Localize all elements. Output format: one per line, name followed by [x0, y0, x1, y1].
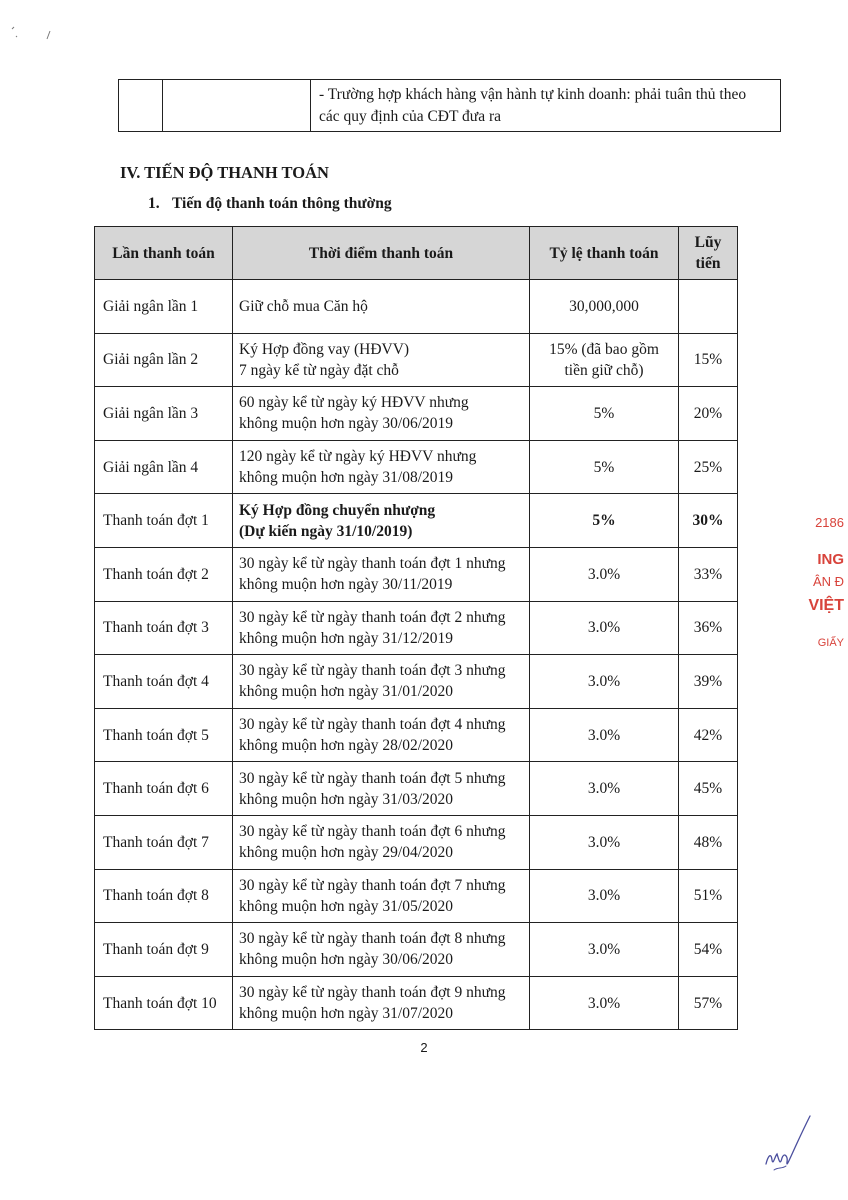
header-timing: Thời điểm thanh toán	[233, 227, 530, 280]
table-row	[95, 708, 738, 762]
rate-cell: 5%	[530, 494, 679, 548]
header-cumulative	[679, 227, 738, 280]
timing-line: không muộn hơn ngày 31/08/2019	[239, 469, 453, 487]
timing-line: 30 ngày kể từ ngày thanh toán đợt 8 nhưng	[239, 930, 506, 948]
scan-mark-icon	[10, 15, 60, 45]
subsection-number: 1.	[148, 195, 160, 212]
timing-line: 30 ngày kể từ ngày thanh toán đợt 1 nhưng	[239, 555, 506, 573]
stamp-text: ING	[817, 551, 844, 568]
timing-line: không muộn hơn ngày 29/04/2020	[239, 844, 453, 862]
payment-schedule-table	[94, 226, 738, 1030]
table-row	[95, 494, 738, 548]
rate-cell: 3.0%	[530, 976, 679, 1030]
header-rate: Tỷ lệ thanh toán	[530, 227, 679, 280]
installment-cell: Thanh toán đợt 9	[95, 923, 233, 977]
rate-cell	[530, 333, 679, 387]
rate-cell: 3.0%	[530, 869, 679, 923]
timing-cell	[233, 494, 530, 548]
timing-line: 30 ngày kể từ ngày thanh toán đợt 6 nhưng	[239, 823, 506, 841]
cumulative-cell: 36%	[679, 601, 738, 655]
timing-line: (Dự kiến ngày 31/10/2019)	[239, 522, 413, 540]
installment-cell: Thanh toán đợt 6	[95, 762, 233, 816]
cumulative-cell: 39%	[679, 655, 738, 709]
timing-cell	[233, 601, 530, 655]
stamp-text: 2186	[815, 515, 844, 530]
rate-cell: 30,000,000	[530, 280, 679, 334]
operation-note-cell	[311, 80, 781, 132]
rate-cell: 3.0%	[530, 547, 679, 601]
timing-line: 7 ngày kể từ ngày đặt chỗ	[239, 361, 399, 379]
empty-cell	[119, 80, 163, 132]
timing-line: 30 ngày kể từ ngày thanh toán đợt 2 nhưng	[239, 608, 506, 626]
signature-icon	[762, 1112, 812, 1177]
stamp-text: ÂN Đ	[812, 574, 844, 589]
timing-cell	[233, 547, 530, 601]
installment-cell: Thanh toán đợt 7	[95, 815, 233, 869]
timing-cell	[233, 708, 530, 762]
rate-line: 15% (đã bao gồm	[549, 340, 659, 358]
timing-cell	[233, 280, 530, 334]
timing-line: 30 ngày kể từ ngày thanh toán đợt 3 nhưng	[239, 662, 506, 680]
installment-cell: Giải ngân lần 1	[95, 280, 233, 334]
cumulative-cell: 48%	[679, 815, 738, 869]
timing-line: không muộn hơn ngày 31/12/2019	[239, 629, 453, 647]
empty-cell	[163, 80, 311, 132]
rate-cell: 3.0%	[530, 601, 679, 655]
installment-cell: Thanh toán đợt 4	[95, 655, 233, 709]
table-header-row	[95, 227, 738, 280]
installment-cell: Giải ngân lần 2	[95, 333, 233, 387]
table-row	[95, 387, 738, 441]
timing-line: 30 ngày kể từ ngày thanh toán đợt 4 nhưng	[239, 716, 506, 734]
rate-cell: 3.0%	[530, 815, 679, 869]
table-row	[95, 547, 738, 601]
installment-cell: Thanh toán đợt 3	[95, 601, 233, 655]
timing-line: không muộn hơn ngày 31/05/2020	[239, 897, 453, 915]
timing-cell	[233, 815, 530, 869]
cumulative-cell: 45%	[679, 762, 738, 816]
cumulative-cell: 33%	[679, 547, 738, 601]
timing-cell	[233, 762, 530, 816]
header-cumulative-line: Lũy	[694, 234, 722, 251]
cumulative-cell	[679, 280, 738, 334]
rate-cell: 3.0%	[530, 762, 679, 816]
timing-line: 30 ngày kể từ ngày thanh toán đợt 7 nhưng	[239, 876, 506, 894]
subsection-title-text: Tiến độ thanh toán thông thường	[172, 195, 392, 212]
header-installment: Lần thanh toán	[95, 227, 233, 280]
timing-line: 30 ngày kể từ ngày thanh toán đợt 5 nhưng	[239, 769, 506, 787]
timing-line: 30 ngày kể từ ngày thanh toán đợt 9 nhưng	[239, 984, 506, 1002]
timing-line: Ký Hợp đồng chuyển nhượng	[239, 501, 436, 519]
table-row	[95, 923, 738, 977]
cumulative-cell: 25%	[679, 440, 738, 494]
table-row	[95, 280, 738, 334]
installment-cell: Thanh toán đợt 1	[95, 494, 233, 548]
table-row	[95, 333, 738, 387]
operation-note-line: - Trường hợp khách hàng vận hành tự kinh doanh: phải tuân thủ theo	[319, 86, 747, 103]
rate-cell: 3.0%	[530, 708, 679, 762]
timing-line: không muộn hơn ngày 30/06/2019	[239, 415, 453, 433]
table-row	[95, 815, 738, 869]
cumulative-cell: 15%	[679, 333, 738, 387]
cumulative-cell: 57%	[679, 976, 738, 1030]
stamp-text: VIỆT	[808, 597, 844, 614]
rate-cell: 3.0%	[530, 923, 679, 977]
page-number: 2	[420, 1040, 428, 1055]
installment-cell: Thanh toán đợt 8	[95, 869, 233, 923]
timing-cell	[233, 333, 530, 387]
rate-cell: 5%	[530, 440, 679, 494]
operation-note-line: các quy định của CĐT đưa ra	[319, 108, 501, 125]
rate-cell: 3.0%	[530, 655, 679, 709]
section-title: IV. TIẾN ĐỘ THANH TOÁN	[120, 163, 329, 182]
subsection-title	[148, 195, 392, 213]
stamp-fragment	[808, 515, 848, 655]
installment-cell: Thanh toán đợt 2	[95, 547, 233, 601]
timing-line: không muộn hơn ngày 28/02/2020	[239, 737, 453, 755]
timing-line: không muộn hơn ngày 30/11/2019	[239, 576, 453, 594]
table-row	[119, 80, 781, 132]
timing-line: Giữ chỗ mua Căn hộ	[239, 297, 368, 315]
previous-table-continuation	[118, 79, 781, 132]
timing-line: 120 ngày kể từ ngày ký HĐVV nhưng	[239, 448, 477, 466]
rate-cell: 5%	[530, 387, 679, 441]
cumulative-cell: 51%	[679, 869, 738, 923]
table-row	[95, 762, 738, 816]
timing-cell	[233, 440, 530, 494]
timing-cell	[233, 387, 530, 441]
timing-line: không muộn hơn ngày 31/01/2020	[239, 683, 453, 701]
table-row	[95, 440, 738, 494]
installment-cell: Giải ngân lần 3	[95, 387, 233, 441]
timing-line: không muộn hơn ngày 31/07/2020	[239, 1005, 453, 1023]
installment-cell: Thanh toán đợt 10	[95, 976, 233, 1030]
header-cumulative-line: tiến	[695, 255, 721, 272]
timing-line: 60 ngày kể từ ngày ký HĐVV nhưng	[239, 394, 469, 412]
table-row	[95, 869, 738, 923]
timing-line: không muộn hơn ngày 30/06/2020	[239, 951, 453, 969]
cumulative-cell: 30%	[679, 494, 738, 548]
cumulative-cell: 42%	[679, 708, 738, 762]
table-row	[95, 976, 738, 1030]
timing-cell	[233, 655, 530, 709]
rate-line: tiền giữ chỗ)	[564, 361, 644, 379]
timing-line: Ký Hợp đồng vay (HĐVV)	[239, 340, 410, 358]
cumulative-cell: 54%	[679, 923, 738, 977]
timing-cell	[233, 869, 530, 923]
table-row	[95, 601, 738, 655]
stamp-text: GIẤY	[817, 637, 844, 649]
timing-cell	[233, 923, 530, 977]
timing-cell	[233, 976, 530, 1030]
table-row	[95, 655, 738, 709]
installment-cell: Thanh toán đợt 5	[95, 708, 233, 762]
installment-cell: Giải ngân lần 4	[95, 440, 233, 494]
cumulative-cell: 20%	[679, 387, 738, 441]
timing-line: không muộn hơn ngày 31/03/2020	[239, 790, 453, 808]
